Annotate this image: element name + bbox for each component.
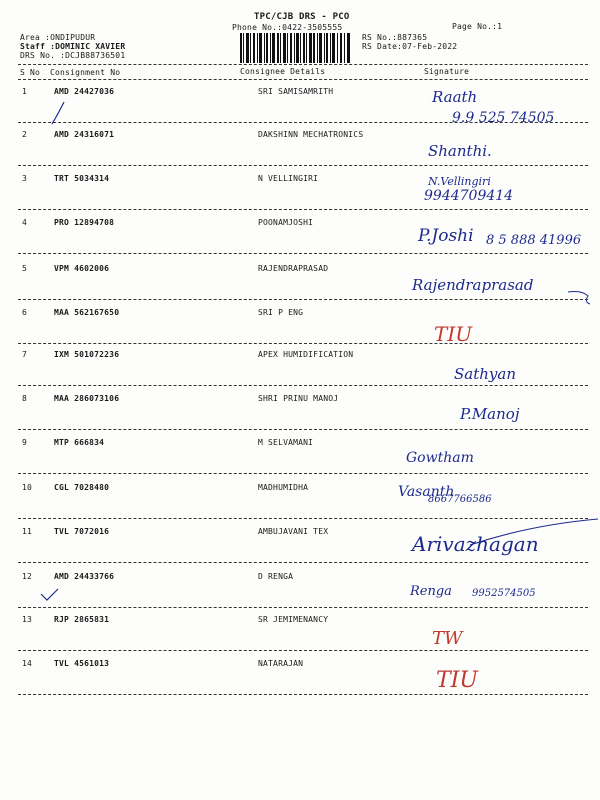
- divider: [18, 122, 588, 123]
- consignment-number: MAA 562167650: [54, 308, 120, 317]
- page-number: Page No.:1: [452, 22, 503, 31]
- handwritten-signature: Renga: [410, 584, 452, 599]
- margin-stroke-icon: [430, 505, 600, 555]
- consignment-number: RJP 2865831: [54, 615, 110, 624]
- consignment-number: TVL 4561013: [54, 659, 110, 668]
- handwritten-signature: Gowtham: [406, 450, 474, 466]
- handwritten-phone-note: 9952574505: [472, 588, 536, 599]
- margin-scribble-icon: [566, 288, 596, 308]
- handwritten-signature: TW: [432, 628, 463, 649]
- rs-date: RS Date:07-Feb-2022: [362, 42, 458, 51]
- handwritten-signature: Shanthi.: [428, 142, 492, 160]
- handwritten-signature: P.Manoj: [460, 405, 520, 423]
- handwritten-signature: Arivazhagan: [412, 532, 539, 556]
- consignment-number: VPM 4602006: [54, 264, 110, 273]
- tick-mark-icon: [50, 100, 70, 130]
- divider: [18, 473, 588, 474]
- handwritten-signature: N.Vellingiri: [428, 175, 491, 188]
- handwritten-signature: Sathyan: [454, 365, 516, 383]
- consignment-number: AMD 24433766: [54, 572, 115, 581]
- col-consignee-header: Consignee Details: [240, 67, 326, 76]
- tick-mark-icon: [40, 588, 60, 602]
- consignee-name: N VELLINGIRI: [258, 174, 319, 183]
- row-number: 6: [22, 308, 28, 317]
- barcode-image: [240, 33, 350, 63]
- row-number: 9: [22, 438, 28, 447]
- drs-number: DRS No. :DCJB88736501: [20, 51, 126, 60]
- consignment-number: IXM 501072236: [54, 350, 120, 359]
- consignee-name: SRI SAMISAMRITH: [258, 87, 334, 96]
- handwritten-phone-note: 8667766586: [428, 494, 492, 505]
- consignee-name: APEX HUMIDIFICATION: [258, 350, 354, 359]
- consignment-number: CGL 7028480: [54, 483, 110, 492]
- handwritten-phone-note: 9944709414: [424, 188, 514, 204]
- divider: [18, 253, 588, 254]
- row-number: 5: [22, 264, 28, 273]
- divider: [18, 165, 588, 166]
- consignee-name: SHRI PRINU MANOJ: [258, 394, 339, 403]
- staff-label: Staff :DOMINIC XAVIER: [20, 42, 126, 51]
- col-sno-header: S No: [20, 68, 41, 77]
- row-number: 14: [22, 659, 33, 668]
- rs-number: RS No.:887365: [362, 33, 428, 42]
- handwritten-phone-note: 8 5 888 41996: [486, 233, 582, 248]
- divider: [18, 650, 588, 651]
- phone-number: Phone No.:0422-3505555: [232, 23, 343, 32]
- divider: [18, 343, 588, 344]
- col-signature-header: Signature: [424, 67, 470, 76]
- handwritten-signature: TIU: [434, 322, 473, 346]
- divider: [18, 385, 588, 386]
- divider: [18, 64, 588, 65]
- row-number: 3: [22, 174, 28, 183]
- consignee-name: POONAMJOSHI: [258, 218, 314, 227]
- divider: [18, 694, 588, 695]
- consignee-name: SR JEMIMENANCY: [258, 615, 329, 624]
- handwritten-signature: Raath: [432, 88, 478, 106]
- divider: [18, 79, 588, 80]
- row-number: 11: [22, 527, 33, 536]
- consignee-name: M SELVAMANI: [258, 438, 314, 447]
- handwritten-signature: Rajendraprasad: [412, 276, 534, 294]
- row-number: 8: [22, 394, 28, 403]
- area-label: Area :ONDIPUDUR: [20, 33, 96, 42]
- consignee-name: RAJENDRAPRASAD: [258, 264, 329, 273]
- row-number: 1: [22, 87, 28, 96]
- row-number: 4: [22, 218, 28, 227]
- document-title: TPC/CJB DRS - PCO: [254, 12, 350, 22]
- consignment-number: PRO 12894708: [54, 218, 115, 227]
- handwritten-signature: TIU: [436, 668, 478, 693]
- divider: [18, 607, 588, 608]
- row-number: 13: [22, 615, 33, 624]
- handwritten-phone-note: 9.9 525 74505: [452, 110, 555, 126]
- consignee-name: AMBUJAVANI TEX: [258, 527, 329, 536]
- handwritten-signature: Vasanth: [398, 484, 455, 500]
- consignee-name: D RENGA: [258, 572, 294, 581]
- consignee-name: NATARAJAN: [258, 659, 304, 668]
- divider: [18, 429, 588, 430]
- row-number: 7: [22, 350, 28, 359]
- row-number: 2: [22, 130, 28, 139]
- consignee-name: MADHUMIDHA: [258, 483, 309, 492]
- consignee-name: SRI P ENG: [258, 308, 304, 317]
- consignment-number: AMD 24427036: [54, 87, 115, 96]
- row-number: 10: [22, 483, 33, 492]
- col-consignment-header: Consignment No: [50, 68, 121, 77]
- consignment-number: TVL 7072016: [54, 527, 110, 536]
- divider: [18, 209, 588, 210]
- handwritten-signature: P.Joshi: [418, 226, 474, 246]
- consignment-number: TRT 5034314: [54, 174, 110, 183]
- row-number: 12: [22, 572, 33, 581]
- consignment-number: AMD 24316071: [54, 130, 115, 139]
- divider: [18, 562, 588, 563]
- divider: [18, 299, 588, 300]
- consignee-name: DAKSHINN MECHATRONICS: [258, 130, 364, 139]
- consignment-number: MTP 666834: [54, 438, 105, 447]
- consignment-number: MAA 286073106: [54, 394, 120, 403]
